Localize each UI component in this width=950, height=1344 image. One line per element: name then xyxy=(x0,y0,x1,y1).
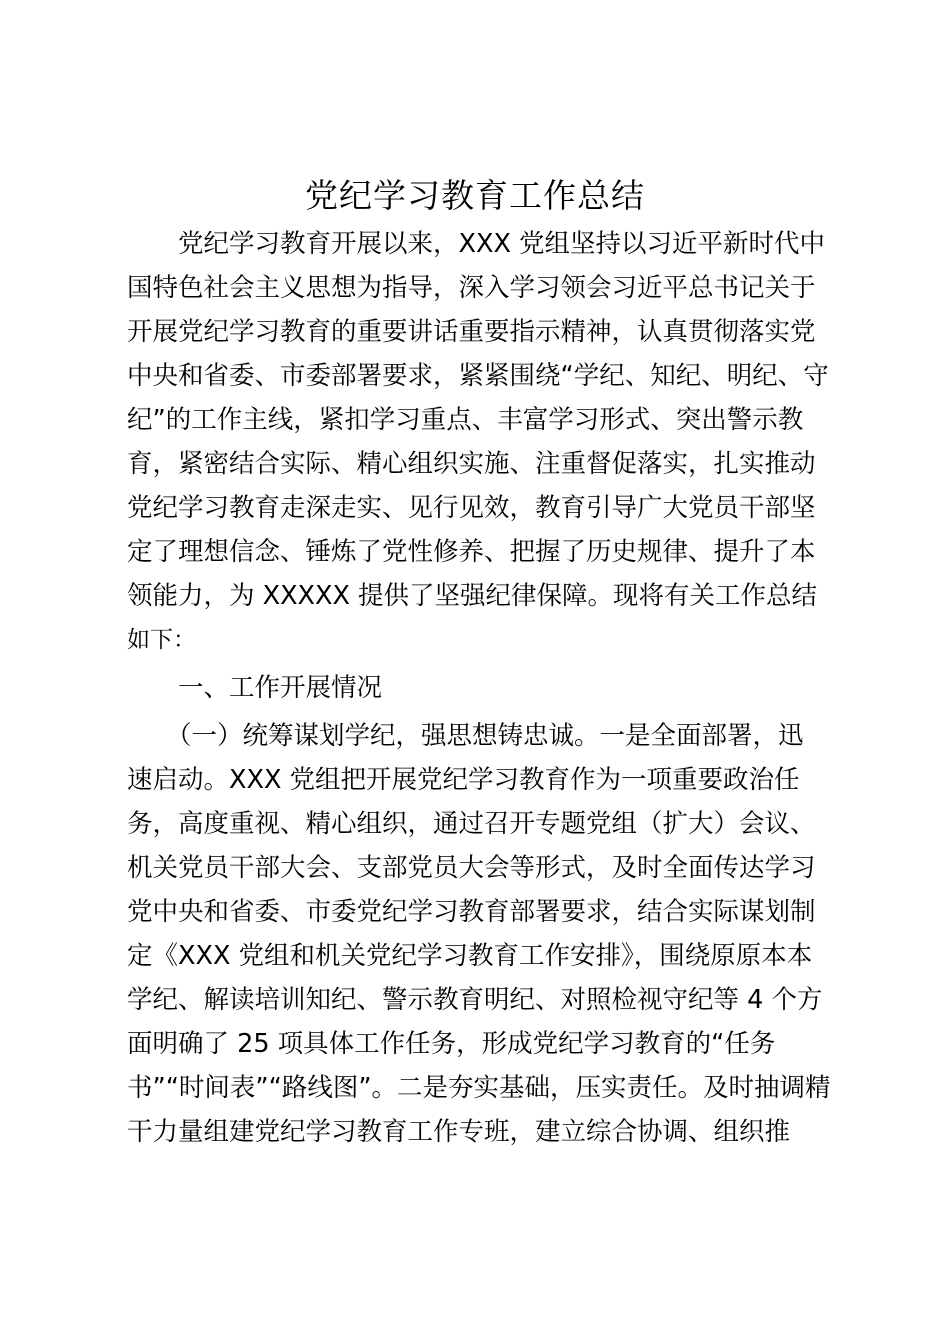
section-heading: 一、工作开展情况 xyxy=(178,673,383,703)
paragraph-line: （一）统筹谋划学纪，强思想铸忠诚。一是全面部署，迅 xyxy=(166,721,804,751)
paragraph-line: 党纪学习教育开展以来，XXX 党组坚持以习近平新时代中 xyxy=(178,229,826,259)
paragraph-line: 党纪学习教育走深走实、见行见效，教育引导广大党员干部坚 xyxy=(127,493,816,523)
paragraph-line: 书”“时间表”“路线图”。二是夯实基础，压实责任。及时抽调精 xyxy=(127,1073,831,1103)
paragraph-line: 如下： xyxy=(127,627,196,653)
paragraph-line: 纪”的工作主线，紧扣学习重点、丰富学习形式、突出警示教 xyxy=(127,405,804,435)
paragraph-line: 面明确了 25 项具体工作任务，形成党纪学习教育的“任务 xyxy=(127,1029,776,1059)
paragraph-line: 速启动。XXX 党组把开展党纪学习教育作为一项重要政治任 xyxy=(127,765,800,795)
paragraph-line: 机关党员干部大会、支部党员大会等形式，及时全面传达学习 xyxy=(127,853,816,883)
paragraph-line: 定了理想信念、锤炼了党性修养、把握了历史规律、提升了本 xyxy=(127,537,816,567)
paragraph-line: 中央和省委、市委部署要求，紧紧围绕“学纪、知纪、明纪、守 xyxy=(127,361,829,391)
paragraph-line: 务，高度重视、精心组织，通过召开专题党组（扩大）会议、 xyxy=(127,809,816,839)
paragraph-line: 领能力，为 XXXXX 提供了坚强纪律保障。现将有关工作总结 xyxy=(127,581,818,611)
document-title: 党纪学习教育工作总结 xyxy=(305,176,645,215)
paragraph-line: 育，紧密结合实际、精心组织实施、注重督促落实，扎实推动 xyxy=(127,449,816,479)
paragraph-line: 开展党纪学习教育的重要讲话重要指示精神，认真贯彻落实党 xyxy=(127,317,816,347)
paragraph-line: 学纪、解读培训知纪、警示教育明纪、对照检视守纪等 4 个方 xyxy=(127,985,823,1015)
paragraph-line: 定《XXX 党组和机关党纪学习教育工作安排》，围绕原原本本 xyxy=(127,941,813,971)
paragraph-line: 党中央和省委、市委党纪学习教育部署要求，结合实际谋划制 xyxy=(127,897,816,927)
paragraph-line: 国特色社会主义思想为指导，深入学习领会习近平总书记关于 xyxy=(127,273,816,303)
paragraph-line: 干力量组建党纪学习教育工作专班，建立综合协调、组织推 xyxy=(127,1117,791,1147)
